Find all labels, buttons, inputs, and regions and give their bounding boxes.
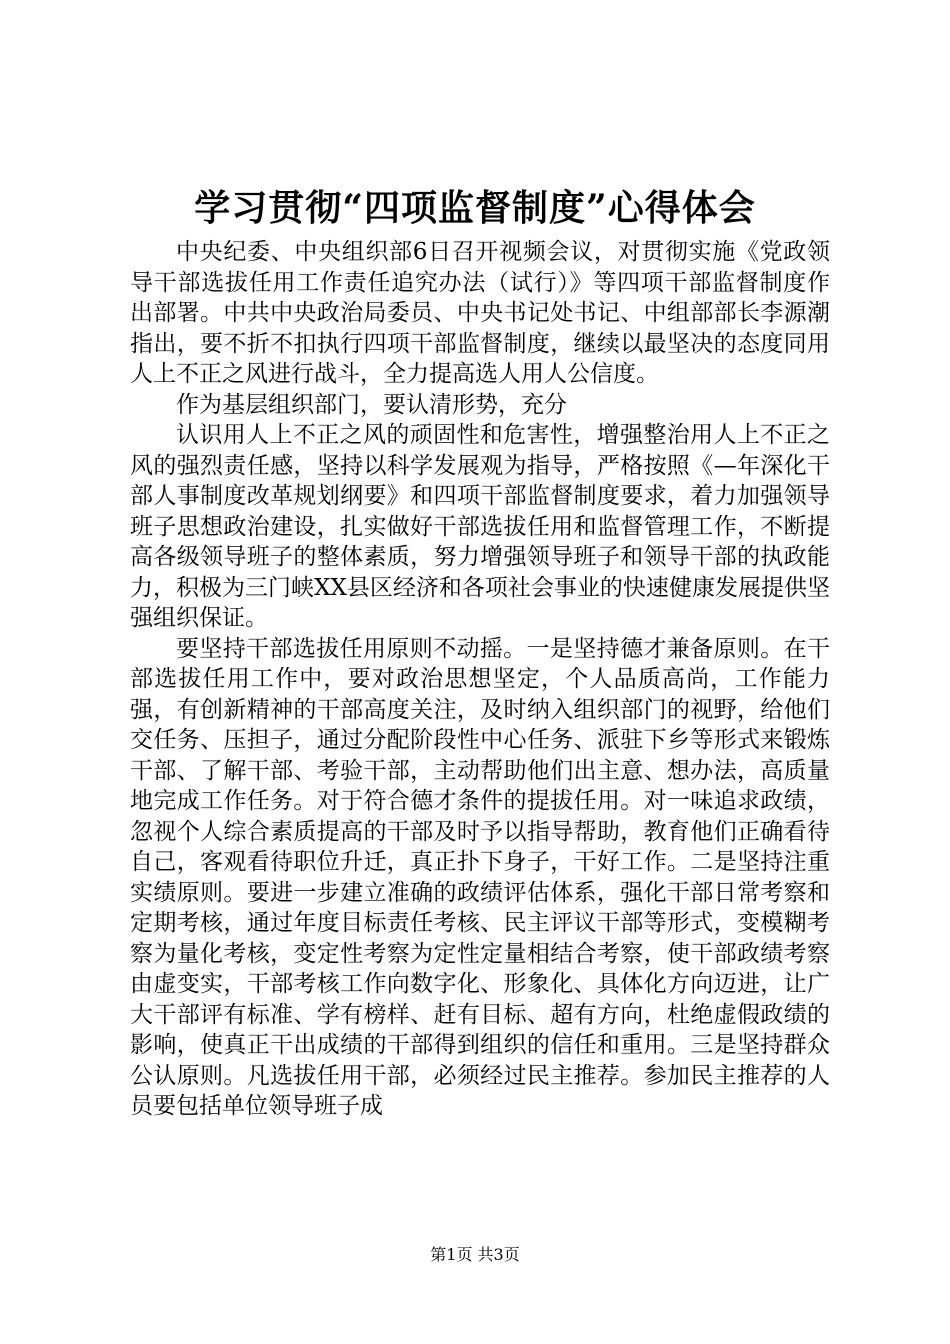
paragraph-awareness: 认识用人上不正之风的顽固性和危害性，增强整治用人上不正之风的强烈责任感，坚持以科学发展观为指导，严格按照《—年深化干部人事制度改革规划纲要》和四项干部监督制度要求，着力加强领导班子思想政治建设，扎实做好干部选拔任用和监督管理工作，不断提高各级领导班子的整体素质，努力增强领导班子和领导干部的执政能力，积极为三门峡XX县区经济和各项社会事业的快速健康发展提供坚强组织保证。	[130, 422, 830, 631]
paragraph-intro: 中央纪委、中央组织部6日召开视频会议，对贯彻实施《党政领导干部选拔任用工作责任追究办法（试行）》等四项干部监督制度作出部署。中共中央政治局委员、中央书记处书记、中组部部长李源潮指出，要不折不扣执行四项干部监督制度，继续以最坚决的态度同用人上不正之风进行战斗，全力提高选人用人公信度。	[130, 239, 830, 387]
document-body	[130, 237, 830, 1122]
paragraph-principles: 要坚持干部选拔任用原则不动摇。一是坚持德才兼备原则。在干部选拔任用工作中，要对政治思想坚定，个人品质高尚，工作能力强，有创新精神的干部高度关注，及时纳入组织部门的视野，给他们交任务、压担子，通过分配阶段性中心任务、派驻下乡等形式来锻炼干部、了解干部、考验干部，主动帮助他们出主意、想办法，高质量地完成工作任务。对于符合德才条件的提拔任用。对一味追求政绩，忽视个人综合素质提高的干部及时予以指导帮助，教育他们正确看待自己，客观看待职位升迁，真正扑下身子，干好工作。二是坚持注重实绩原则。要进一步建立准确的政绩评估体系，强化干部日常考察和定期考核，通过年度目标责任考核、民主评议干部等形式，变模糊考察为量化考核，变定性考察为定性定量相结合考察，使干部政绩考察由虚变实，干部考核工作向数字化、形象化、具体化方向迈进，让广大干部评有标准、学有榜样、赶有目标、超有方向，杜绝虚假政绩的影响，使真正干出成绩的干部得到组织的信任和重用。三是坚持群众公认原则。凡选拔任用干部，必须经过民主推荐。参加民主推荐的人员要包括单位领导班子成	[130, 635, 830, 1119]
page-number-footer: 第1页 共3页	[430, 1245, 520, 1264]
paragraph-fragment: 作为基层组织部门，要认清形势，充分	[176, 391, 567, 418]
document-title: 学习贯彻“四项监督制度”心得体会	[194, 187, 756, 229]
